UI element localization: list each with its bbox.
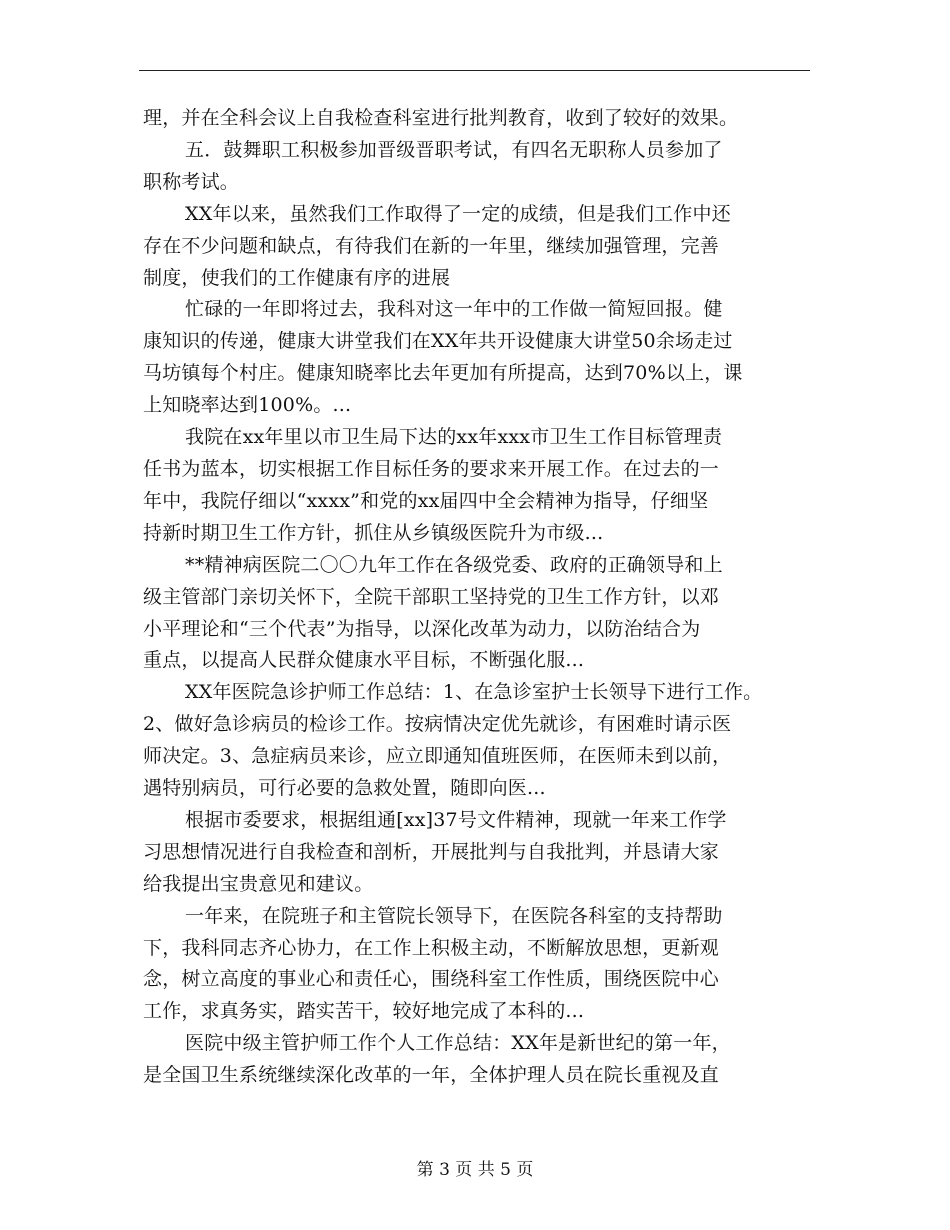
text-line: 马坊镇每个村庄。健康知晓率比去年更加有所提高，达到70%以上，课 (143, 362, 743, 385)
text-line: 是全国卫生系统继续深化改革的一年，全体护理人员在院长重视及直 (143, 1064, 720, 1087)
text-line: 我院在xx年里以市卫生局下达的xx年xxx市卫生工作目标管理责 (185, 426, 723, 449)
text-line: 制度，使我们的工作健康有序的进展 (143, 266, 451, 289)
paragraph (143, 1028, 843, 1092)
text-line: 任书为蓝本，切实根据工作目标任务的要求来开展工作。在过去的一 (143, 457, 720, 480)
text-line: 存在不少问题和缺点，有待我们在新的一年里，继续加强管理，完善 (143, 234, 720, 257)
paragraph (143, 550, 843, 678)
text-line: 级主管部门亲切关怀下，全院干部职工坚持党的卫生工作方针，以邓 (143, 585, 720, 608)
text-line: 持新时期卫生工作方针，抓住从乡镇级医院升为市级... (143, 521, 604, 544)
text-line: 重点，以提高人民群众健康水平目标，不断强化服... (143, 649, 585, 672)
paragraph (143, 103, 843, 135)
text-line: 医院中级主管护师工作个人工作总结：XX年是新世纪的第一年， (185, 1032, 731, 1055)
text-line: 给我提出宝贵意见和建议。 (143, 872, 374, 895)
paragraph (143, 677, 843, 805)
text-line: 根据市委要求，根据组通[xx]37号文件精神，现就一年来工作学 (185, 808, 727, 831)
text-line: 小平理论和“三个代表”为指导，以深化改革为动力，以防治结合为 (143, 617, 701, 640)
text-line: 师决定。3、急症病员来诊，应立即通知值班医师，在医师未到以前， (143, 745, 732, 768)
paragraph (143, 422, 843, 550)
paragraph (143, 135, 843, 199)
paragraph (143, 294, 843, 422)
text-line: 下，我科同志齐心协力，在工作上积极主动，不断解放思想，更新观 (143, 936, 720, 959)
text-line: 2、做好急诊病员的检诊工作。按病情决定优先就诊，有困难时请示医 (143, 713, 732, 736)
paragraph (143, 199, 843, 295)
document-body (143, 103, 843, 1092)
text-line: 念，树立高度的事业心和责任心，围绕科室工作性质，围绕医院中心 (143, 968, 720, 991)
text-line: 工作，求真务实，踏实苦干，较好地完成了本科的... (143, 1000, 585, 1023)
text-line: XX年医院急诊护师工作总结：1、在急诊室护士长领导下进行工作。 (185, 681, 763, 704)
text-line: 一年来，在院班子和主管院长领导下，在医院各科室的支持帮助 (185, 904, 723, 927)
text-line: 习思想情况进行自我检查和剖析，开展批判与自我批判，并恳请大家 (143, 840, 720, 863)
text-line: 五．鼓舞职工积极参加晋级晋职考试，有四名无职称人员参加了 (185, 138, 723, 161)
text-line: 职称考试。 (143, 170, 240, 193)
text-line: 忙碌的一年即将过去，我科对这一年中的工作做一简短回报。健 (185, 298, 723, 321)
text-line: 遇特别病员，可行必要的急救处置，随即向医... (143, 777, 546, 800)
page-footer: 第 3 页 共 5 页 (416, 1160, 534, 1180)
text-line: XX年以来，虽然我们工作取得了一定的成绩，但是我们工作中还 (185, 202, 731, 225)
paragraph (143, 901, 843, 1029)
text-line: **精神病医院二〇〇九年工作在各级党委、政府的正确领导和上 (185, 553, 723, 576)
text-line: 上知晓率达到100%。... (143, 394, 352, 417)
text-line: 理，并在全科会议上自我检查科室进行批判教育，收到了较好的效果。 (143, 107, 739, 129)
paragraph (143, 805, 843, 901)
header-rule (139, 70, 810, 71)
text-line: 年中，我院仔细以“xxxx”和党的xx届四中全会精神为指导，仔细坚 (143, 489, 709, 512)
text-line: 康知识的传递，健康大讲堂我们在XX年共开设健康大讲堂50余场走过 (143, 330, 733, 353)
